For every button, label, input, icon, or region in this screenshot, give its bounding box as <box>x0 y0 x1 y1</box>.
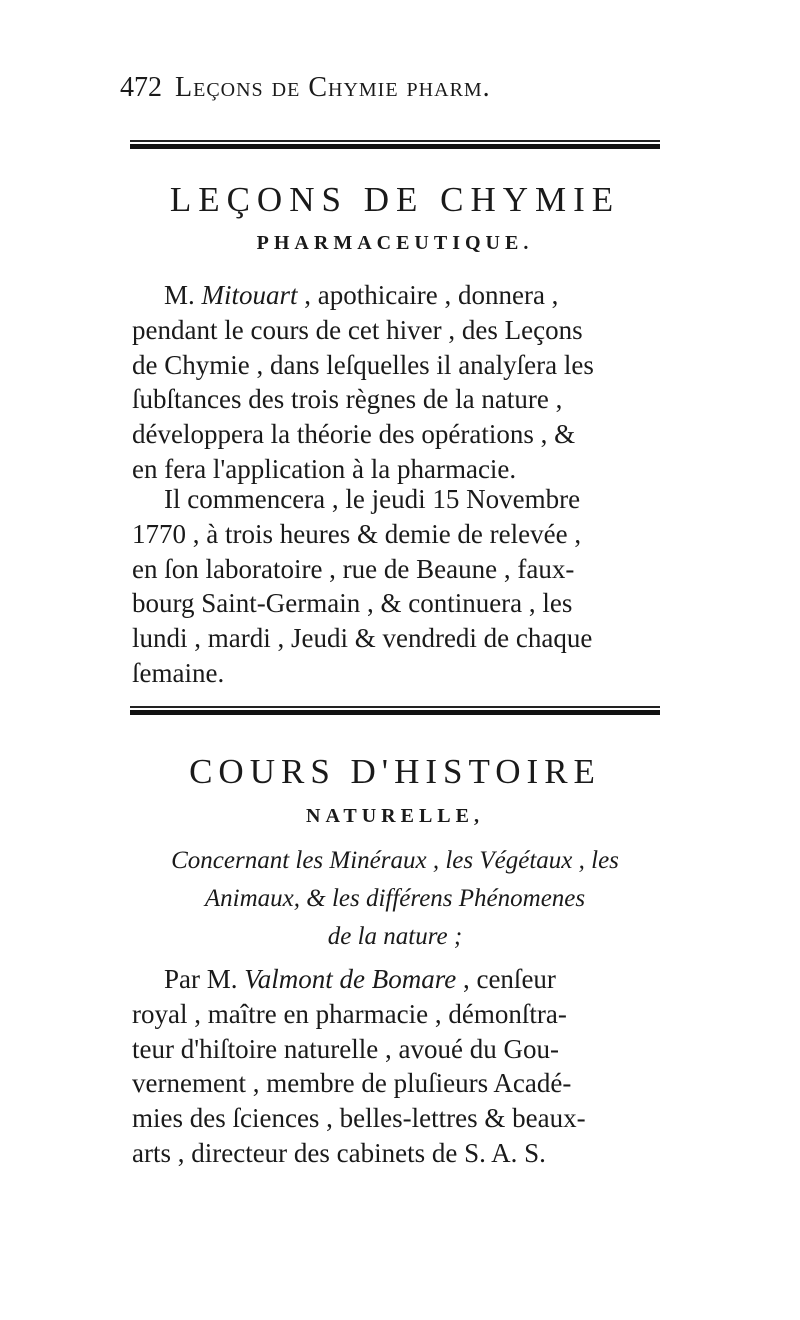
text-line: ſemaine. <box>132 657 225 688</box>
section-subtitle-pharmaceutique: PHARMACEUTIQUE. <box>256 232 534 254</box>
running-head <box>120 72 680 104</box>
text-line: de Chymie , dans leſquelles il analyſera les <box>132 349 594 380</box>
text-line: 1770 , à trois heures & demie de relevée , <box>132 518 582 549</box>
text-line: de la nature ; <box>327 923 463 950</box>
text-line: bourg Saint-Germain , & continuera , les <box>132 588 573 619</box>
text-line: pendant le cours de cet hiver , des Leçons <box>132 314 583 345</box>
paragraph-chymie-intro <box>132 278 672 487</box>
running-title: Leçons de Chymie pharm. <box>175 72 491 103</box>
text-line: ſubſtances des trois règnes de la nature , <box>132 384 563 415</box>
text-line: vernement , membre de pluſieurs Acadé- <box>132 1068 572 1099</box>
paragraph-histoire-author <box>132 962 672 1171</box>
text-line: royal , maître en pharmacie , démonſtra- <box>132 998 567 1029</box>
text-line: développera la théorie des opérations , & <box>132 419 576 450</box>
author-name: Valmont de Bomare <box>244 964 457 994</box>
section-subtitle-naturelle: NATURELLE, <box>306 805 484 827</box>
author-name: Mitouart <box>201 280 298 310</box>
section-description <box>130 842 660 956</box>
text-line: lundi , mardi , Jeudi & vendredi de chaque <box>132 623 593 654</box>
text-line: mies des ſciences , belles-lettres & beaux- <box>132 1103 586 1134</box>
text-line: Il commencera , le jeudi 15 Novembre <box>164 484 581 514</box>
text-line: M. Mitouart , apothicaire , donnera , <box>164 280 559 310</box>
double-rule-divider <box>130 140 660 149</box>
text-line: Concernant les Minéraux , les Végétaux , les <box>171 847 619 874</box>
text-line: teur d'hiſtoire naturelle , avoué du Gou- <box>132 1033 559 1064</box>
text-line: en ſon laboratoire , rue de Beaune , faux- <box>132 553 575 584</box>
text-line: Animaux, & les différens Phénomenes <box>204 885 586 912</box>
text-line: arts , directeur des cabinets de S. A. S. <box>132 1137 546 1168</box>
text-line: Par M. Valmont de Bomare , cenſeur <box>164 964 556 994</box>
paragraph-chymie-schedule <box>132 482 672 691</box>
text-line: en fera l'application à la pharmacie. <box>132 453 517 484</box>
double-rule-divider <box>130 706 660 715</box>
section-title-chymie: LEÇONS DE CHYMIE <box>169 180 621 219</box>
section-title-histoire: COURS D'HISTOIRE <box>189 752 601 791</box>
page-number: 472 <box>120 72 162 103</box>
